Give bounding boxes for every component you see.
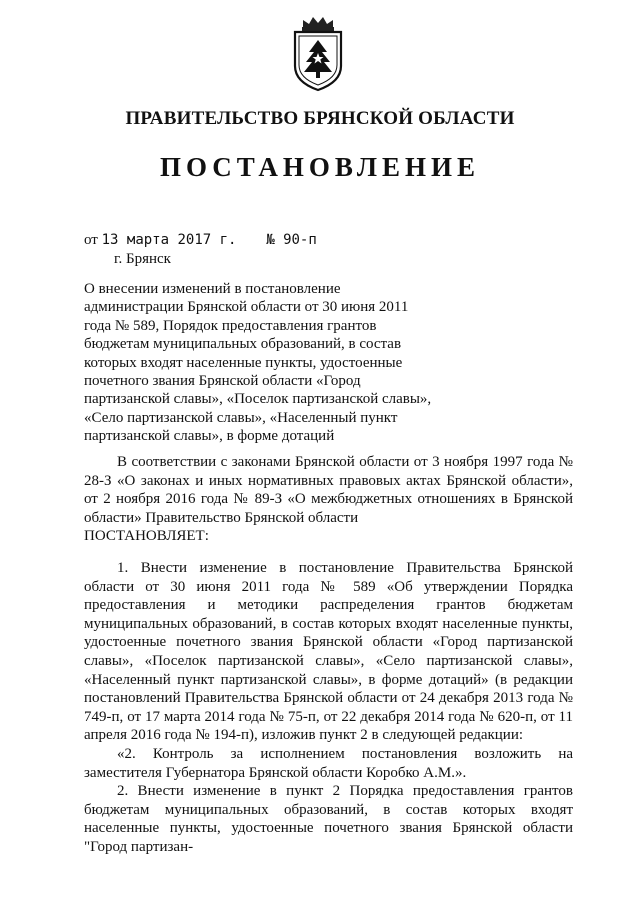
item-1-paragraph: 1. Внести изменение в постановление Правительства Брянской области от 30 июня 2011 года № 589 «Об утверждении Порядка предоставления и методики распределения грантов бюджетам муниципальных образований, в состав которых входят населенные пункты, удостоенные почетного звания Брянской области «Город партизанской славы», «Поселок партизанской славы», «Село партизанской славы», «Населенный пункт партизанской славы», в форме дотаций» (в редакции постановлений Правительства Брянской области от 24 декабря 2013 года № 749-п, от 17 марта 2014 года № 75-п, от 22 декабря 2014 года № 620-п, от 11 апреля 2016 года № 194-п), изложив пункт 2 в следующей редакции: — [84, 559, 573, 744]
document-type-title: ПОСТАНОВЛЕНИЕ — [159, 152, 481, 182]
document-number: № 90-п — [266, 232, 317, 248]
coat-of-arms-icon — [287, 14, 349, 94]
preamble-paragraph: В соответствии с законами Брянской области от 3 ноября 1997 года № 28-З «О законах и иных нормативных правовых актах Брянской области», от 2 ноября 2016 года № 89-З «О межбюджетных отношениях в Брянской области» Правительство Брянской области — [84, 454, 573, 526]
document-city: г. Брянск — [114, 251, 171, 267]
date-prefix: от — [84, 232, 98, 248]
document-meta — [84, 232, 317, 249]
document-date: 13 марта 2017 г. — [101, 232, 237, 248]
document-subject: О внесении изменений в постановление администрации Брянской области от 30 июня 2011 года № 589, Порядок предоставления грантов бюджетам муниципальных образований, в состав которых входят населенные пункты, удостоенные почетного звания Брянской области «Город партизанской славы», «Поселок партизанской славы», «Село партизанской славы», «Населенный пункт партизанской славы», в форме дотаций — [84, 281, 432, 445]
decree-heading: ПОСТАНОВЛЯЕТ: — [84, 528, 209, 545]
item-2-paragraph: 2. Внести изменение в пункт 2 Порядка предоставления грантов бюджетам муниципальных образований, в состав которых входят населенные пункты, удостоенные почетного звания Брянской области "Город партизан- — [84, 783, 573, 855]
item-1-quote: «2. Контроль за исполнением постановления возложить на заместителя Губернатора Брянской области Коробко А.М.». — [84, 745, 573, 781]
document-body — [84, 453, 573, 856]
government-name: ПРАВИТЕЛЬСТВО БРЯНСКОЙ ОБЛАСТИ — [125, 108, 515, 129]
